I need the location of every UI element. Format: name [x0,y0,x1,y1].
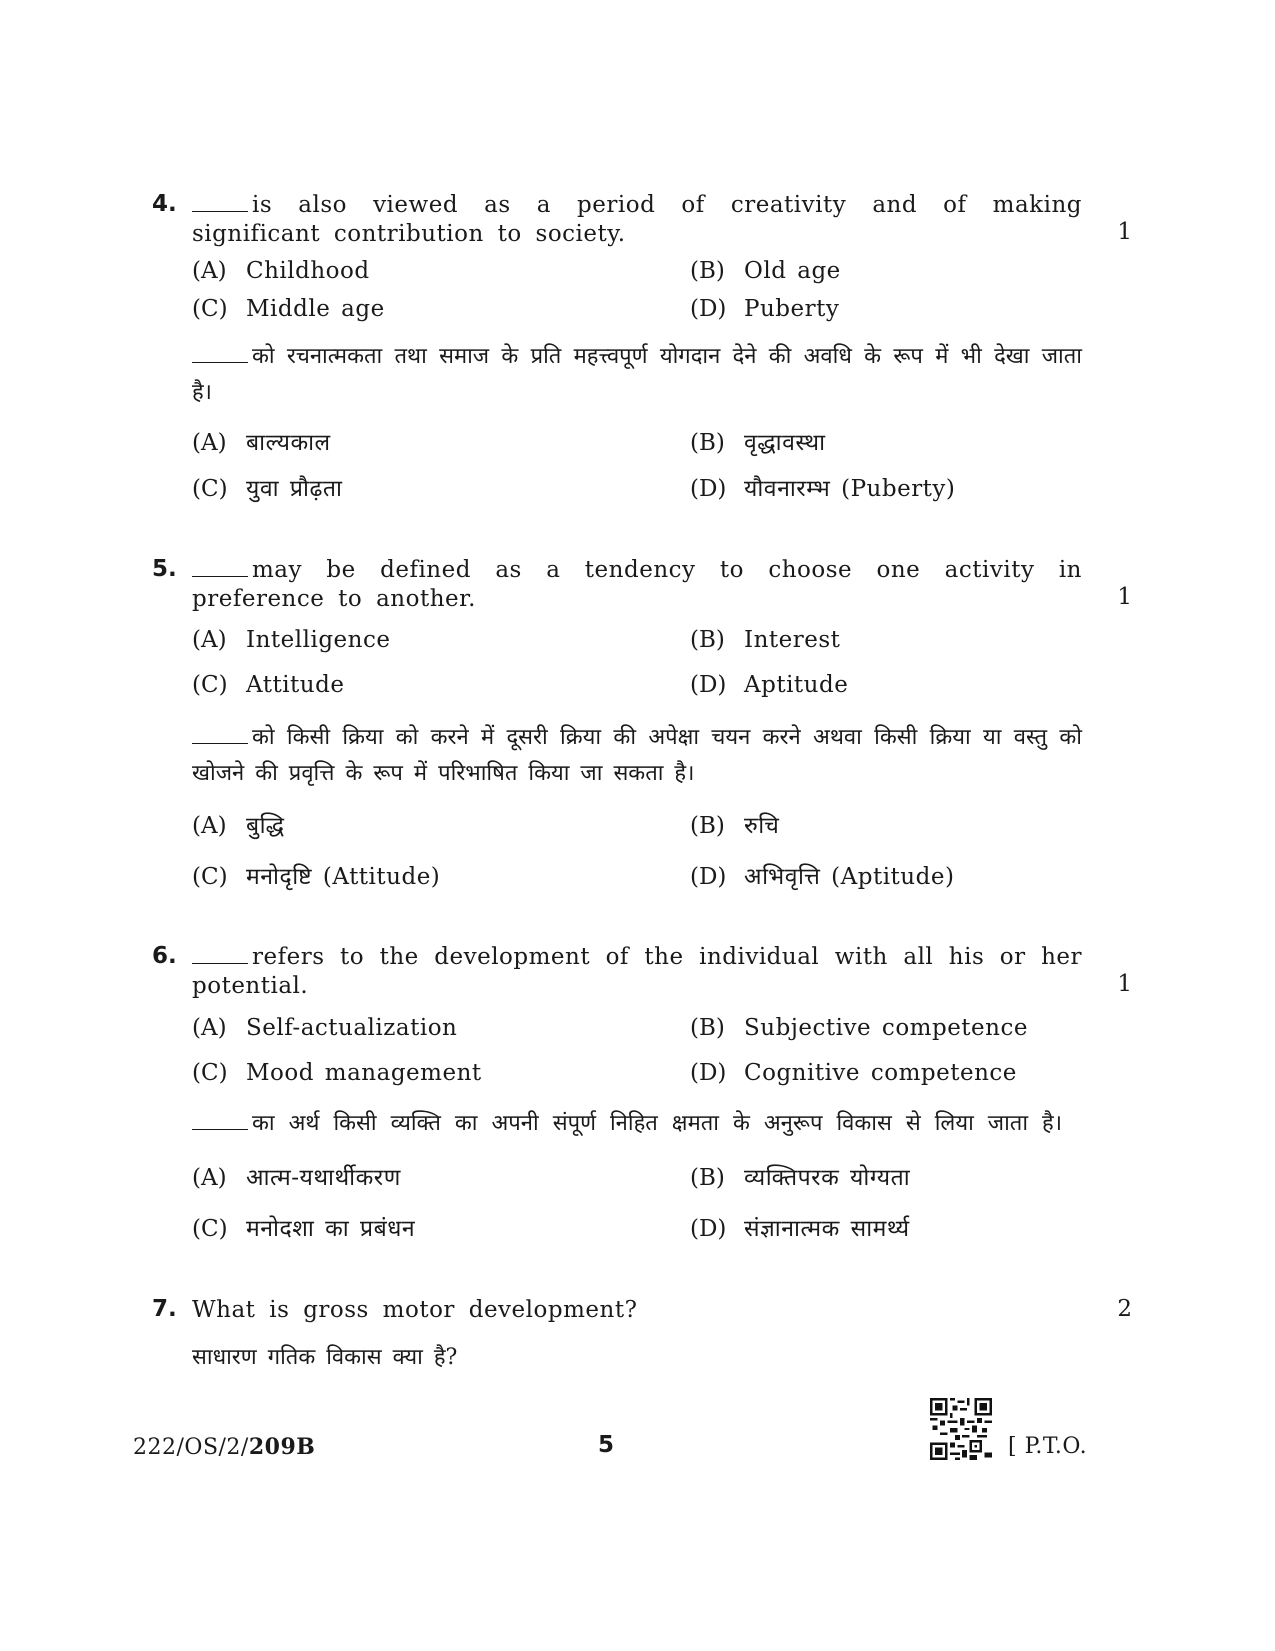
page-number: 5 [598,1432,615,1458]
option-text: मनोदशा का प्रबंधन [246,1216,416,1242]
option-label: (D) [690,1060,727,1086]
option-label: (C) [192,296,228,322]
option-text: Old age [744,258,841,284]
option-label: (C) [192,864,228,890]
option-c-english [192,671,344,700]
question-stem-english [192,943,1082,1001]
paper-code-prefix: 222/OS/2/ [133,1435,249,1460]
option-b-hindi [690,1164,910,1193]
question-stem-english [192,1296,1082,1325]
option-label: (C) [192,476,228,502]
option-text: Puberty [744,296,840,322]
option-label: (B) [690,1165,725,1191]
option-label: (A) [192,1015,227,1041]
option-c-hindi [192,863,440,892]
option-a-english [192,626,390,655]
option-label: (D) [690,864,727,890]
question-number: 6. [152,943,177,969]
option-text: यौवनारम्भ (Puberty) [744,476,956,502]
stem-text: is also viewed as a period of creativity and of making significant contribution to society. [192,192,1082,247]
option-a-english [192,1014,457,1043]
option-text: Mood management [246,1060,482,1086]
stem-text: को रचनात्मकता तथा समाज के प्रति महत्त्वपूर्ण योगदान देने की अवधि के रूप में भी देखा जाता है। [192,344,1082,405]
question-marks: 1 [1117,584,1132,610]
option-label: (D) [690,476,727,502]
stem-text: को किसी क्रिया को करने में दूसरी क्रिया की अपेक्षा चयन करने अथवा किसी क्रिया या वस्तु को खोजने की प्रवृत्ति के रूप में परिभाषित किया जा सकता है। [192,725,1082,786]
option-text: आत्म-यथार्थीकरण [246,1165,401,1191]
option-text: Intelligence [246,627,391,653]
option-text: Aptitude [744,672,849,698]
option-label: (B) [690,1015,725,1041]
option-label: (A) [192,258,227,284]
option-text: Childhood [246,258,370,284]
option-d-english [690,1059,1017,1088]
option-label: (B) [690,627,725,653]
paper-code [133,1434,315,1460]
answer-blank [192,344,248,363]
option-c-english [192,1059,482,1088]
question-stem-hindi [192,339,1082,411]
question-number: 7. [152,1296,177,1322]
option-label: (A) [192,1165,227,1191]
option-text: बुद्धि [246,813,285,839]
option-label: (A) [192,627,227,653]
stem-text: may be defined as a tendency to choose one activity in preference to another. [192,557,1082,612]
answer-blank [192,945,248,964]
option-text: Subjective competence [744,1015,1028,1041]
answer-blank [192,193,248,212]
question-marks: 2 [1117,1296,1132,1322]
paper-code-suffix: 209B [248,1434,316,1460]
stem-text: What is gross motor development? [192,1297,638,1323]
option-c-english [192,295,385,324]
stem-text: साधारण गतिक विकास क्या है? [192,1345,458,1370]
stem-text: का अर्थ किसी व्यक्ति का अपनी संपूर्ण निहित क्षमता के अनुरूप विकास से लिया जाता है। [252,1111,1063,1136]
option-b-english [690,257,841,286]
option-label: (C) [192,1216,228,1242]
please-turn-over: [ P.T.O. [1008,1434,1088,1459]
option-label: (B) [690,430,725,456]
option-d-hindi [690,1215,910,1244]
option-c-hindi [192,1215,415,1244]
option-a-hindi [192,1164,401,1193]
option-b-hindi [690,812,779,841]
option-label: (B) [690,258,725,284]
option-text: Self-actualization [246,1015,458,1041]
question-stem-hindi [192,1340,1082,1376]
question-number: 4. [152,191,177,217]
option-b-hindi [690,429,826,458]
option-label: (A) [192,430,227,456]
option-d-hindi [690,475,955,504]
option-text: Attitude [246,672,345,698]
option-text: रुचि [744,813,780,839]
option-label: (D) [690,296,727,322]
option-text: अभिवृत्ति (Aptitude) [744,864,955,890]
qr-code-icon [930,1398,992,1460]
option-label: (D) [690,672,727,698]
option-text: युवा प्रौढ़ता [246,476,343,502]
answer-blank [192,725,248,744]
question-stem-english [192,191,1082,249]
question-stem-english [192,556,1082,614]
option-text: वृद्धावस्था [744,430,826,456]
question-marks: 1 [1117,971,1132,997]
option-label: (A) [192,813,227,839]
option-label: (C) [192,672,228,698]
option-d-english [690,671,848,700]
option-text: Middle age [246,296,385,322]
option-label: (D) [690,1216,727,1242]
option-text: मनोदृष्टि (Attitude) [246,864,441,890]
option-a-english [192,257,370,286]
option-d-hindi [690,863,954,892]
option-text: संज्ञानात्मक सामर्थ्य [744,1216,910,1242]
answer-blank [192,558,248,577]
option-a-hindi [192,812,284,841]
option-label: (B) [690,813,725,839]
option-a-hindi [192,429,331,458]
option-b-english [690,1014,1028,1043]
stem-text: refers to the development of the individual with all his or her potential. [192,944,1082,999]
option-text: बाल्यकाल [246,430,331,456]
question-stem-hindi [192,1106,1082,1142]
option-text: Cognitive competence [744,1060,1017,1086]
question-stem-hindi [192,720,1082,792]
option-label: (C) [192,1060,228,1086]
answer-blank [192,1111,248,1130]
option-text: Interest [744,627,841,653]
option-c-hindi [192,475,342,504]
question-marks: 1 [1117,219,1132,245]
option-b-english [690,626,840,655]
option-text: व्यक्तिपरक योग्यता [744,1165,911,1191]
option-d-english [690,295,839,324]
question-number: 5. [152,556,177,582]
